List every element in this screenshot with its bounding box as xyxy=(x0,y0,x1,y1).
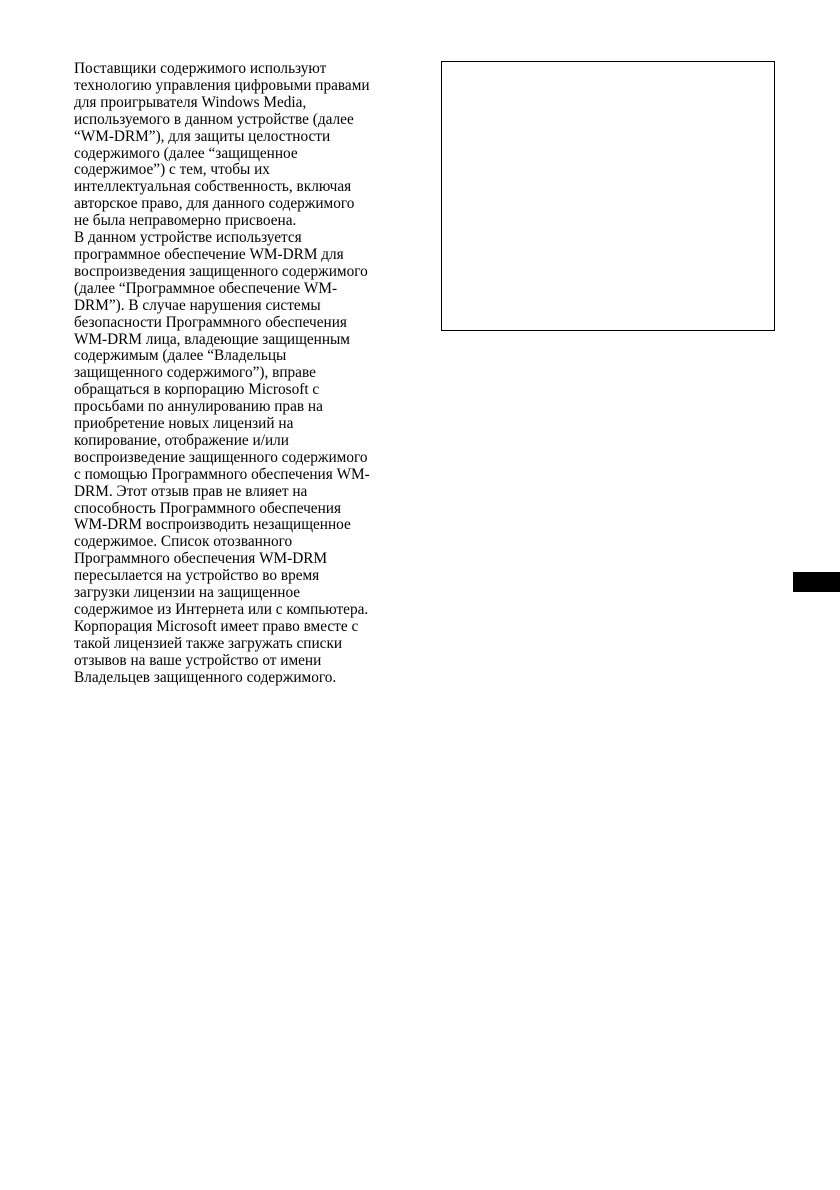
text-line: не была неправомерно присвоена. xyxy=(74,212,297,230)
text-line: Корпорация Microsoft имеет право вместе с xyxy=(74,617,359,635)
text-line: воспроизведения защищенного содержимого xyxy=(74,262,368,280)
text-line: обращаться в корпорацию Microsoft с xyxy=(74,381,320,399)
text-line: такой лицензией также загружать списки xyxy=(74,634,343,652)
text-line: содержимое”) с тем, чтобы их xyxy=(74,161,270,179)
text-line: DRM”). В случае нарушения системы xyxy=(74,296,321,314)
text-line: Программного обеспечения WM-DRM xyxy=(74,550,328,568)
text-line: Поставщики содержимого используют xyxy=(74,60,327,77)
text-line: способность Программного обеспечения xyxy=(74,499,342,517)
body-text-column xyxy=(74,61,419,687)
section-tab-marker xyxy=(793,572,840,592)
text-line: отзывов на ваше устройство от имени xyxy=(74,651,322,669)
text-line: воспроизведение защищенного содержимого xyxy=(74,448,368,466)
text-line: “WM-DRM”), для защиты целостности xyxy=(74,127,331,145)
text-line: защищенного содержимого”), вправе xyxy=(74,364,316,382)
text-line: безопасности Программного обеспечения xyxy=(74,313,347,331)
text-line: В данном устройстве используется xyxy=(74,229,302,247)
text-line: с помощью Программного обеспечения WM- xyxy=(74,465,370,483)
text-line: интеллектуальная собственность, включая xyxy=(74,178,352,196)
text-line: содержимым (далее “Владельцы xyxy=(74,347,287,365)
text-line: используемого в данном устройстве (далее xyxy=(74,110,354,128)
paragraph xyxy=(74,230,419,686)
text-line: DRM. Этот отзыв прав не влияет на xyxy=(74,482,308,500)
text-line: технологию управления цифровыми правами xyxy=(74,76,370,94)
text-line: загрузки лицензии на защищенное xyxy=(74,584,301,602)
empty-note-box xyxy=(441,61,775,331)
text-line: просьбами по аннулированию прав на xyxy=(74,398,323,416)
text-line: пересылается на устройство во время xyxy=(74,567,320,585)
text-line: приобретение новых лицензий на xyxy=(74,415,294,433)
text-line: содержимое из Интернета или с компьютера. xyxy=(74,601,369,618)
text-line: Владельцев защищенного содержимого. xyxy=(74,668,337,686)
text-line: для проигрывателя Windows Media, xyxy=(74,93,307,111)
text-line: WM-DRM лица, владеющие защищенным xyxy=(74,330,350,348)
text-line: программное обеспечение WM-DRM для xyxy=(74,245,344,263)
text-line: (далее “Программное обеспечение WM- xyxy=(74,279,338,297)
text-line: содержимое. Список отозванного xyxy=(74,533,293,551)
text-line: содержимого (далее “защищенное xyxy=(74,144,298,162)
paragraph xyxy=(74,61,419,230)
text-line: WM-DRM воспроизводить незащищенное xyxy=(74,516,351,534)
text-line: копирование, отображение и/или xyxy=(74,431,289,449)
text-line: авторское право, для данного содержимого xyxy=(74,195,355,213)
